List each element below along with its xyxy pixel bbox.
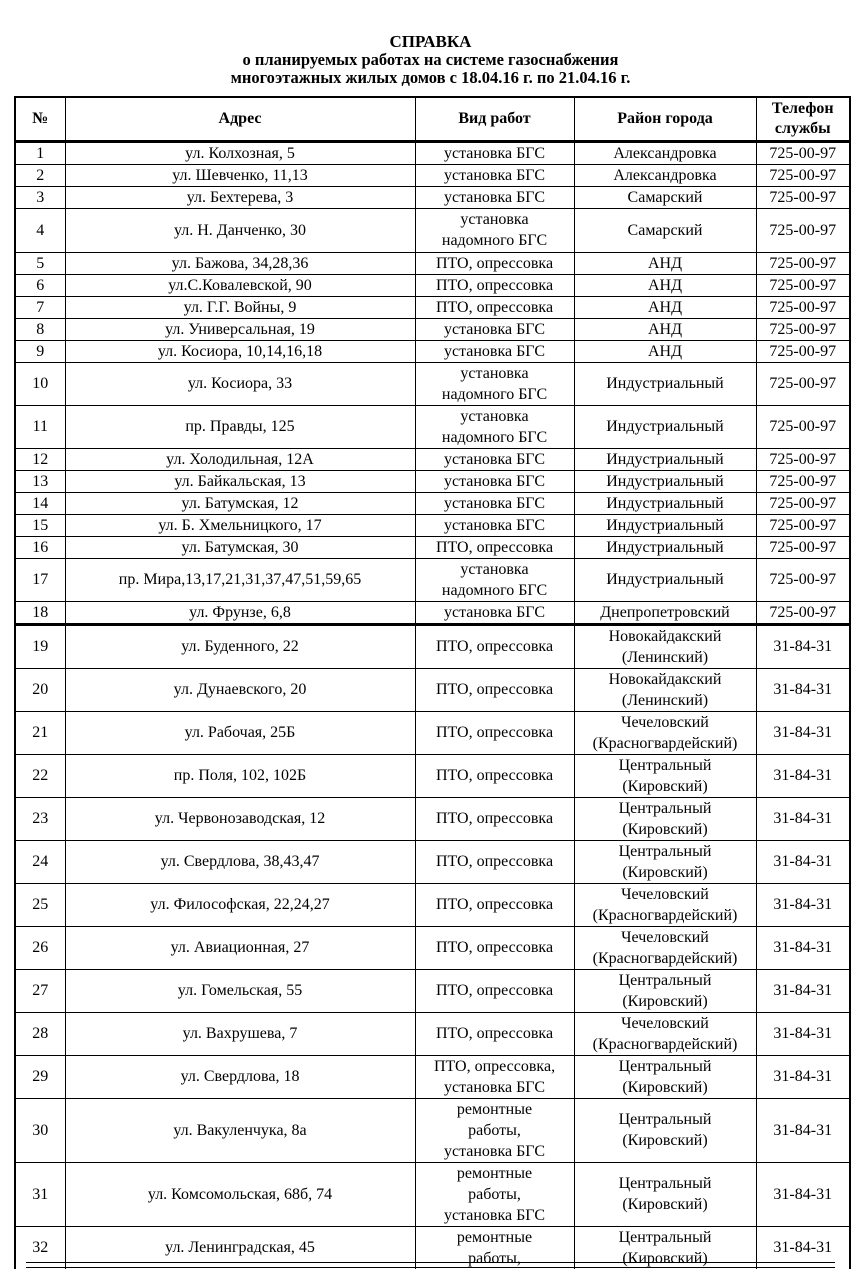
row-number: 10 [15,362,65,405]
row-address: ул. Комсомольская, 68б, 74 [65,1162,415,1226]
row-district [574,362,756,405]
work-type-line: ПТО, опрессовка, [433,1057,556,1075]
document-subtitle-line-2: многоэтажных жилых домов с 18.04.16 г. по 21.04.16 г. [230,68,631,87]
row-number: 2 [15,164,65,186]
district-line: Индустриальный [606,375,724,392]
row-district [574,969,756,1012]
work-type-line: ПТО, опрессовка [435,298,554,316]
row-district [574,711,756,754]
row-number: 1 [15,141,65,164]
table-row [15,926,850,969]
work-type-line: установка БГС [443,472,546,490]
district-line: (Кировский) [622,1132,708,1149]
row-work-type [415,492,574,514]
row-work-type [415,840,574,883]
district-line: (Кировский) [622,992,708,1010]
row-address: ул. Косиора, 10,14,16,18 [65,340,415,362]
district-line: (Кировский) [622,820,708,838]
row-address: ул. Рабочая, 25Б [65,711,415,754]
row-district [574,624,756,668]
table-row [15,252,850,274]
column-header-phone-line-1: Телефон [771,99,834,117]
work-type-line: установка БГС [443,1206,546,1224]
district-line: Новокайдакский [608,627,722,645]
work-type-line: установка БГС [443,144,546,162]
table-row [15,470,850,492]
row-address: пр. Правды, 125 [65,405,415,448]
work-type-line: установка БГС [443,320,546,338]
row-phone: 725-00-97 [756,252,850,274]
row-work-type [415,558,574,601]
row-work-type [415,797,574,840]
row-number: 13 [15,470,65,492]
table-row [15,164,850,186]
work-type-line: установка БГС [443,1142,546,1160]
district-line: (Кировский) [622,863,708,881]
row-phone: 31-84-31 [756,797,850,840]
row-phone: 725-00-97 [756,470,850,492]
row-address: ул. Фрунзе, 6,8 [65,601,415,624]
row-number: 5 [15,252,65,274]
row-address: ул. Н. Данченко, 30 [65,208,415,252]
district-line: (Кировский) [622,1078,708,1096]
work-type-line: установка БГС [443,603,546,621]
row-address: ул. Батумская, 30 [65,536,415,558]
document-header [0,33,861,87]
work-type-line: работы, [468,1121,521,1139]
work-type-line: ремонтные [456,1164,533,1182]
work-type-line: надомного БГС [441,581,548,599]
row-phone: 725-00-97 [756,362,850,405]
work-type-line: надомного БГС [441,428,548,446]
district-line: Центральный [618,799,712,817]
work-type-line: ПТО, опрессовка [435,638,554,655]
row-work-type [415,601,574,624]
district-line: Индустриальный [606,571,724,588]
row-number: 15 [15,514,65,536]
work-type-line: установка БГС [443,342,546,360]
work-type-line: установка БГС [443,494,546,512]
work-type-line: установка БГС [443,1078,546,1096]
row-district [574,296,756,318]
row-phone: 725-00-97 [756,514,850,536]
column-header-phone [756,97,850,141]
district-line: Индустриальный [606,418,724,435]
district-line: Центральный [618,1111,712,1128]
row-work-type [415,969,574,1012]
row-phone: 31-84-31 [756,1226,850,1269]
row-address: ул. Г.Г. Войны, 9 [65,296,415,318]
column-header-district: Район города [574,97,756,141]
row-number: 20 [15,668,65,711]
work-type-line: надомного БГС [441,385,548,403]
row-number: 26 [15,926,65,969]
row-address: ул. Косиора, 33 [65,362,415,405]
table-row [15,1098,850,1162]
row-phone: 31-84-31 [756,969,850,1012]
district-line: Чечеловский [621,885,709,903]
row-work-type [415,252,574,274]
row-work-type [415,926,574,969]
row-number: 24 [15,840,65,883]
work-type-line: ПТО, опрессовка [435,1025,554,1042]
district-line: (Ленинский) [621,648,709,666]
row-phone: 725-00-97 [756,274,850,296]
row-work-type [415,448,574,470]
row-work-type [415,883,574,926]
row-number: 16 [15,536,65,558]
district-line: Центральный [618,1057,712,1075]
row-address: ул. Свердлова, 38,43,47 [65,840,415,883]
work-type-line: ПТО, опрессовка [435,896,554,913]
row-number: 29 [15,1055,65,1098]
row-number: 3 [15,186,65,208]
row-district [574,141,756,164]
document-title: СПРАВКА [389,32,472,51]
row-number: 4 [15,208,65,252]
row-address: ул. Вахрушева, 7 [65,1012,415,1055]
table-row [15,668,850,711]
row-address: ул. Колхозная, 5 [65,141,415,164]
table-row [15,754,850,797]
work-type-line: ПТО, опрессовка [435,982,554,999]
row-number: 18 [15,601,65,624]
row-phone: 725-00-97 [756,318,850,340]
row-phone: 725-00-97 [756,558,850,601]
district-line: Индустриальный [606,516,724,534]
row-number: 21 [15,711,65,754]
table-row [15,1012,850,1055]
row-phone: 31-84-31 [756,1162,850,1226]
row-work-type [415,470,574,492]
row-address: ул. Авиационная, 27 [65,926,415,969]
table-row [15,340,850,362]
row-work-type [415,668,574,711]
row-work-type [415,1012,574,1055]
row-district [574,840,756,883]
row-district [574,252,756,274]
table-row [15,883,850,926]
row-district [574,797,756,840]
work-type-line: установка [460,364,529,382]
district-line: Центральный [618,1175,712,1192]
row-address: ул. Гомельская, 55 [65,969,415,1012]
row-address: ул. Шевченко, 11,13 [65,164,415,186]
work-type-line: установка БГС [443,188,546,206]
row-work-type [415,318,574,340]
district-line: Чечеловский [621,928,709,946]
row-address: пр. Поля, 102, 102Б [65,754,415,797]
work-type-line: надомного БГС [441,232,548,249]
row-phone: 725-00-97 [756,536,850,558]
row-work-type [415,296,574,318]
row-work-type [415,186,574,208]
row-phone: 725-00-97 [756,448,850,470]
row-work-type [415,274,574,296]
row-number: 32 [15,1226,65,1269]
row-address: ул. Червонозаводская, 12 [65,797,415,840]
table-header-row [15,97,850,141]
row-phone: 31-84-31 [756,1055,850,1098]
district-line: (Красногвардейский) [592,734,738,752]
district-line: (Кировский) [622,1196,708,1213]
row-number: 27 [15,969,65,1012]
row-district [574,340,756,362]
district-line: Александровка [613,166,717,184]
table-row [15,969,850,1012]
table-row [15,318,850,340]
work-type-line: ПТО, опрессовка [435,853,554,870]
district-line: АНД [647,254,683,272]
row-phone: 31-84-31 [756,668,850,711]
work-type-line: ПТО, опрессовка [435,538,554,556]
row-work-type [415,141,574,164]
district-line: АНД [647,298,683,316]
row-address: ул. Универсальная, 19 [65,318,415,340]
row-phone: 31-84-31 [756,840,850,883]
table-row [15,711,850,754]
work-type-line: работы, [468,1185,521,1203]
row-number: 19 [15,624,65,668]
work-type-line: ПТО, опрессовка [435,276,554,294]
row-number: 28 [15,1012,65,1055]
column-header-address: Адрес [65,97,415,141]
row-phone: 31-84-31 [756,926,850,969]
row-district [574,164,756,186]
work-type-line: установка [460,211,529,228]
works-table [14,96,851,1269]
row-district [574,448,756,470]
table-row [15,1162,850,1226]
row-number: 8 [15,318,65,340]
district-line: Центральный [618,971,712,989]
work-type-line: ПТО, опрессовка [435,767,554,784]
row-district [574,754,756,797]
district-line: Новокайдакский [608,670,722,688]
row-phone: 725-00-97 [756,601,850,624]
district-line: Центральный [618,842,712,860]
district-line: Индустриальный [606,494,724,512]
table-row [15,601,850,624]
row-district [574,514,756,536]
table-row [15,141,850,164]
row-district [574,1012,756,1055]
row-district [574,1055,756,1098]
row-address: ул. Философская, 22,24,27 [65,883,415,926]
district-line: Чечеловский [621,713,709,731]
district-line: (Кировский) [622,1249,708,1267]
work-type-line: установка БГС [443,516,546,534]
table-row [15,840,850,883]
row-phone: 31-84-31 [756,1098,850,1162]
table-row [15,296,850,318]
row-district [574,883,756,926]
row-work-type [415,754,574,797]
row-address: ул.С.Ковалевской, 90 [65,274,415,296]
table-row [15,362,850,405]
table-row [15,797,850,840]
work-type-line: ПТО, опрессовка [435,724,554,741]
row-phone: 31-84-31 [756,624,850,668]
row-phone: 725-00-97 [756,340,850,362]
table-row [15,405,850,448]
row-phone: 31-84-31 [756,711,850,754]
row-district [574,601,756,624]
row-district [574,186,756,208]
row-number: 7 [15,296,65,318]
row-phone: 31-84-31 [756,754,850,797]
district-line: Чечеловский [621,1014,709,1032]
row-number: 31 [15,1162,65,1226]
row-number: 11 [15,405,65,448]
row-address: ул. Бехтерева, 3 [65,186,415,208]
row-number: 23 [15,797,65,840]
row-work-type [415,164,574,186]
district-line: Самарский [627,221,703,239]
row-phone: 31-84-31 [756,1012,850,1055]
row-district [574,470,756,492]
district-line: Центральный [618,756,712,774]
district-line: Александровка [613,144,717,162]
row-district [574,274,756,296]
row-number: 9 [15,340,65,362]
row-district [574,926,756,969]
row-district [574,536,756,558]
work-type-line: установка [460,407,529,425]
district-line: (Ленинский) [621,691,709,709]
district-line: АНД [647,342,683,360]
district-line: АНД [647,276,683,294]
row-phone: 725-00-97 [756,164,850,186]
row-address: ул. Ленинградская, 45 [65,1226,415,1269]
row-phone: 725-00-97 [756,208,850,252]
row-phone: 725-00-97 [756,186,850,208]
column-header-number: № [15,97,65,141]
table-row [15,448,850,470]
district-line: (Красногвардейский) [592,906,738,924]
district-line: Индустриальный [606,450,724,468]
work-type-line: ПТО, опрессовка [435,939,554,956]
row-district [574,405,756,448]
district-line: Самарский [627,188,703,206]
table-row [15,492,850,514]
row-district [574,668,756,711]
table-row [15,186,850,208]
row-work-type [415,711,574,754]
row-district [574,1098,756,1162]
district-line: АНД [647,320,683,338]
row-district [574,558,756,601]
work-type-line: установка БГС [443,450,546,468]
row-phone: 725-00-97 [756,141,850,164]
row-phone: 31-84-31 [756,883,850,926]
table-row [15,624,850,668]
work-type-line: установка БГС [443,166,546,184]
row-work-type [415,208,574,252]
column-header-work-type: Вид работ [415,97,574,141]
row-address: ул. Батумская, 12 [65,492,415,514]
district-line: Днепропетровский [600,603,730,621]
table-row [15,208,850,252]
table-row [15,558,850,601]
district-line: Индустриальный [606,472,724,490]
district-line: (Кировский) [622,777,708,795]
row-address: ул. Б. Хмельницкого, 17 [65,514,415,536]
work-type-line: ПТО, опрессовка [435,681,554,698]
row-work-type [415,1055,574,1098]
row-address: ул. Бажова, 34,28,36 [65,252,415,274]
row-number: 12 [15,448,65,470]
row-number: 25 [15,883,65,926]
row-address: ул. Свердлова, 18 [65,1055,415,1098]
work-type-line: установка [460,560,529,578]
work-type-line: ПТО, опрессовка [435,810,554,827]
row-address: ул. Вакуленчука, 8а [65,1098,415,1162]
table-row [15,514,850,536]
row-district [574,1162,756,1226]
document-subtitle-line-1: о планируемых работах на системе газоснабжения [242,50,619,69]
district-line: Индустриальный [606,538,724,556]
row-district [574,492,756,514]
work-type-line: работы, [468,1249,521,1267]
row-address: ул. Буденного, 22 [65,624,415,668]
row-number: 22 [15,754,65,797]
row-number: 30 [15,1098,65,1162]
work-type-line: ПТО, опрессовка [435,254,554,272]
row-number: 17 [15,558,65,601]
work-type-line: ремонтные [456,1100,533,1118]
row-district [574,318,756,340]
row-address: ул. Холодильная, 12А [65,448,415,470]
district-line: (Красногвардейский) [592,1035,738,1053]
row-phone: 725-00-97 [756,492,850,514]
row-address: ул. Байкальская, 13 [65,470,415,492]
row-number: 14 [15,492,65,514]
table-row [15,536,850,558]
row-work-type [415,405,574,448]
row-work-type [415,1098,574,1162]
row-phone: 725-00-97 [756,405,850,448]
row-work-type [415,536,574,558]
row-work-type [415,624,574,668]
row-address: ул. Дунаевского, 20 [65,668,415,711]
row-address: пр. Мира,13,17,21,31,37,47,51,59,65 [65,558,415,601]
table-body [15,141,850,1269]
row-work-type [415,1162,574,1226]
column-header-phone-line-2: службы [774,119,831,137]
row-work-type [415,362,574,405]
row-phone: 725-00-97 [756,296,850,318]
row-number: 6 [15,274,65,296]
row-district [574,208,756,252]
table-row [15,1055,850,1098]
row-work-type [415,340,574,362]
row-work-type [415,514,574,536]
district-line: (Красногвардейский) [592,949,738,967]
work-type-line: ремонтные [456,1228,533,1246]
page-bottom-rule [26,1262,835,1268]
district-line: Центральный [618,1228,712,1246]
table-row [15,274,850,296]
